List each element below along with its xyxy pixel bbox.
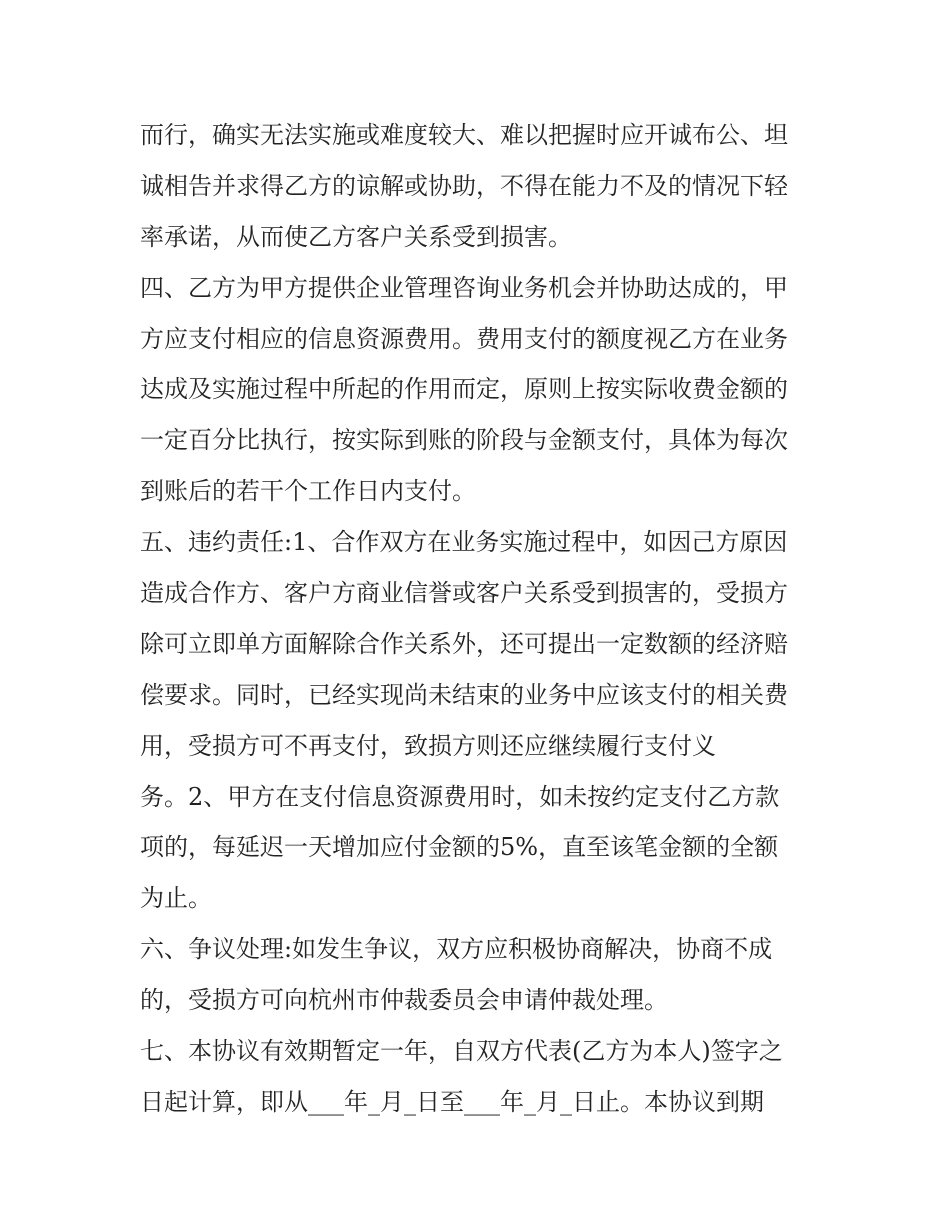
text-line: 诚相告并求得乙方的谅解或协助，不得在能力不及的情况下轻: [140, 171, 788, 200]
text-line: 率承诺，从而使乙方客户关系受到损害。: [140, 222, 572, 251]
text-line: 除可立即单方面解除合作关系外，还可提出一定数额的经济赔: [140, 629, 788, 658]
text-line: 而行，确实无法实施或难度较大、难以把握时应开诚布公、坦: [140, 121, 788, 149]
text-line: 偿要求。同时，已经实现尚未结束的业务中应该支付的相关费: [140, 680, 788, 709]
text-line: 到账后的若干个工作日内支付。: [140, 477, 476, 506]
text-line: 方应支付相应的信息资源费用。费用支付的额度视乙方在业务: [140, 324, 788, 353]
document-body: [140, 110, 820, 1128]
text-line: 一定百分比执行，按实际到账的阶段与金额支付，具体为每次: [140, 426, 788, 455]
text-line: 七、本协议有效期暂定一年，自双方代表(乙方为本人)签字之: [140, 1037, 783, 1066]
text-line: 日起计算，即从___年_月_日至___年_月_日止。本协议到期: [140, 1087, 764, 1116]
text-line: 为止。: [140, 884, 212, 913]
text-line: 务。2、甲方在支付信息资源费用时，如未按约定支付乙方款: [140, 782, 780, 811]
text-line: 五、违约责任:1、合作双方在业务实施过程中，如因己方原因: [140, 528, 788, 557]
text-line: 的，受损方可向杭州市仲裁委员会申请仲裁处理。: [140, 986, 668, 1015]
text-line: 达成及实施过程中所起的作用而定，原则上按实际收费金额的: [140, 375, 788, 404]
text-line: 造成合作方、客户方商业信誉或客户关系受到损害的，受损方: [140, 579, 788, 608]
text-line: 用，受损方可不再支付，致损方则还应继续履行支付义: [140, 731, 716, 760]
text-line: 六、争议处理:如发生争议，双方应积极协商解决，协商不成: [140, 935, 773, 964]
text-line: 项的，每延迟一天增加应付金额的5%，直至该笔金额的全额: [140, 833, 779, 862]
text-line: 四、乙方为甲方提供企业管理咨询业务机会并协助达成的，甲: [140, 273, 788, 302]
